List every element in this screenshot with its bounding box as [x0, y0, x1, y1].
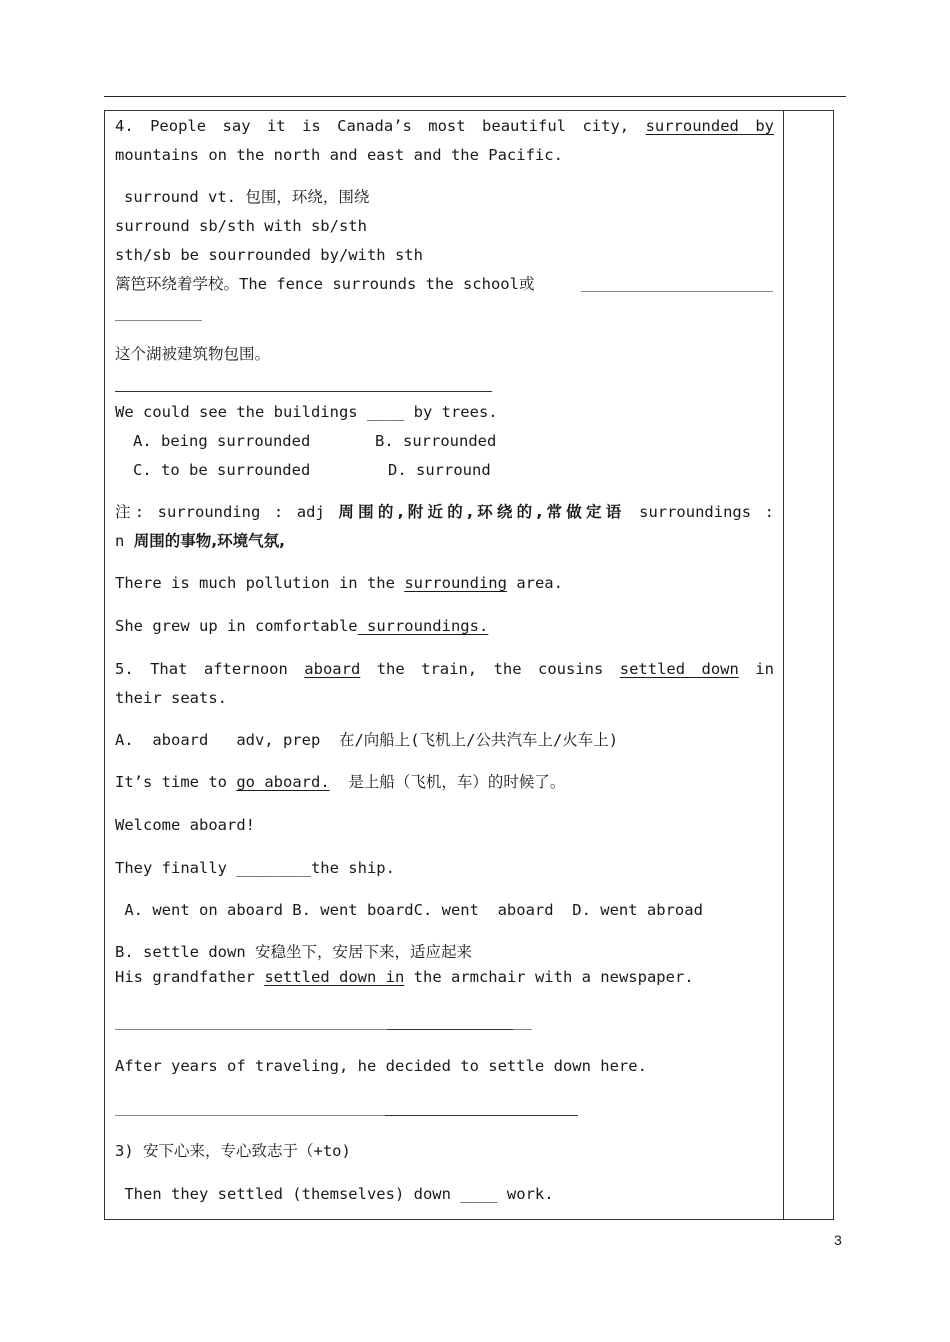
item4-sentence-line2: mountains on the north and east and the Pacific. — [115, 146, 563, 164]
item4-lake-sentence: 这个湖被建筑物包围。 — [115, 345, 271, 363]
item4-definition: surround vt. 包围，环绕，围绕 — [124, 188, 370, 206]
item5-aboard-question: They finally ________the ship. — [115, 859, 395, 877]
settle-answer-blank-1b — [387, 1029, 513, 1030]
item4-option-a: A. being surrounded — [133, 432, 311, 450]
item4-question: We could see the buildings ____ by trees. — [115, 403, 498, 421]
item5-settle-to-definition: 3) 安下心来，专心致志于（+to) — [115, 1142, 351, 1160]
item5-aboard-definition: A. aboard adv, prep 在/向船上(飞机上/公共汽车上/火车上) — [115, 731, 619, 749]
page-number: 3 — [834, 1232, 842, 1248]
item5-settle-example2: After years of traveling, he decided to settle down here. — [115, 1057, 647, 1075]
lake-answer-blank — [115, 391, 492, 392]
item4-fence-example: 篱笆环绕着学校。The fence surrounds the school或 — [115, 275, 535, 293]
item4-option-d: D. surround — [388, 461, 491, 479]
settle-answer-blank-1c — [513, 1029, 532, 1030]
item5-settle-example1: His grandfather settled down in the armchair with a newspaper. — [115, 968, 694, 986]
item4-example2: She grew up in comfortable surroundings. — [115, 617, 489, 635]
item4-pattern1: surround sb/sth with sb/sth — [115, 217, 367, 235]
settle-answer-blank-2b — [385, 1115, 578, 1116]
item4-note-line2: n 周围的事物,环境气氛, — [115, 532, 285, 550]
item4-option-c: C. to be surrounded — [133, 461, 311, 479]
settle-answer-blank-1a — [115, 1029, 387, 1030]
item4-pattern2: sth/sb be sourrounded by/with sth — [115, 246, 423, 264]
item4-sentence-line1: 4. People say it is Canada’s most beautiful city, surrounded by — [115, 117, 774, 135]
item5-aboard-example2: Welcome aboard! — [115, 816, 255, 834]
fence-answer-blank-1 — [581, 291, 773, 292]
item5-sentence-line1: 5. That afternoon aboard the train, the cousins settled down in — [115, 660, 774, 678]
item4-note-line1: 注: surrounding : adj 周围的,附近的,环绕的,常做定语 surroundings : — [115, 503, 775, 521]
item5-aboard-example1: It’s time to go aboard. 是上船（飞机，车）的时候了。 — [115, 773, 566, 791]
settle-answer-blank-2a — [115, 1115, 385, 1116]
header-rule — [104, 96, 846, 97]
fence-answer-blank-2 — [115, 320, 202, 321]
item5-settle-to-example: Then they settled (themselves) down ____ work. — [115, 1185, 554, 1203]
item5-sentence-line2: their seats. — [115, 689, 227, 707]
item5-aboard-options: A. went on aboard B. went boardC. went aboard D. went abroad — [115, 901, 703, 919]
table-column-divider — [783, 110, 784, 1220]
item4-example1: There is much pollution in the surrounding area. — [115, 574, 563, 592]
item5-settle-definition: B. settle down 安稳坐下，安居下来，适应起来 — [115, 943, 472, 961]
item4-option-b: B. surrounded — [375, 432, 497, 450]
